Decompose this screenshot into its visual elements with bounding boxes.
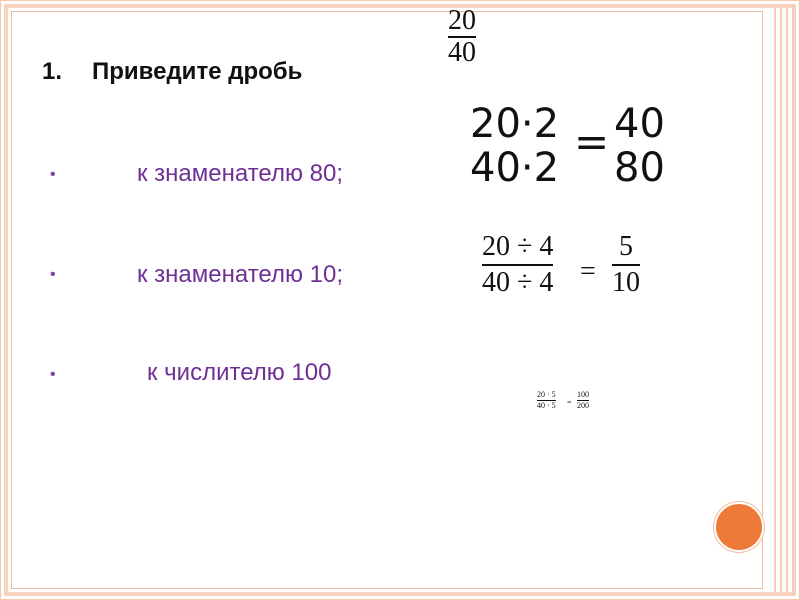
equation-3-rhs-denominator: 200	[577, 401, 589, 410]
bullet-1: •	[50, 166, 56, 183]
equation-2-rhs-denominator: 10	[612, 266, 640, 298]
equation-1-rhs	[614, 102, 665, 190]
equation-1-lhs-denominator: 40·2	[470, 145, 560, 191]
equation-1-lhs-numerator: 20·2	[470, 101, 560, 147]
given-numerator: 20	[448, 5, 476, 36]
equation-3-lhs	[537, 390, 556, 411]
equation-2-rhs	[612, 230, 640, 300]
item-denominator-80: к знаменателю 80;	[137, 160, 344, 187]
equation-2-lhs	[482, 230, 553, 300]
equation-3-equals: =	[567, 398, 572, 407]
bullet-3: •	[50, 366, 56, 383]
equation-1-equals: =	[574, 117, 610, 166]
task-number: 1.	[42, 58, 63, 85]
equation-2-lhs-denominator: 40 ÷ 4	[482, 266, 554, 298]
equation-2-lhs-numerator: 20 ÷ 4	[482, 231, 554, 262]
equation-1-rhs-denominator: 80	[614, 145, 665, 191]
given-fraction	[448, 6, 476, 68]
given-denominator: 40	[448, 36, 476, 68]
equation-3-rhs	[577, 390, 589, 411]
equation-1-rhs-numerator: 40	[614, 101, 665, 147]
item-denominator-10: к знаменателю 10;	[137, 261, 344, 288]
equation-3-lhs-numerator: 20 · 5	[537, 390, 556, 399]
equation-2-equals: =	[580, 256, 596, 287]
decorative-circle	[714, 502, 764, 552]
item-numerator-100: к числителю 100	[147, 359, 332, 386]
bullet-2: •	[50, 266, 56, 283]
task-text: Приведите дробь	[92, 58, 303, 85]
task-heading	[42, 58, 302, 86]
equation-3-rhs-numerator: 100	[577, 390, 589, 399]
equation-3-lhs-denominator: 40 · 5	[537, 401, 556, 410]
equation-2-rhs-numerator: 5	[619, 231, 633, 262]
equation-1-lhs	[470, 102, 559, 190]
decorative-stripes	[766, 4, 796, 596]
slide-frame-inner	[11, 11, 763, 589]
